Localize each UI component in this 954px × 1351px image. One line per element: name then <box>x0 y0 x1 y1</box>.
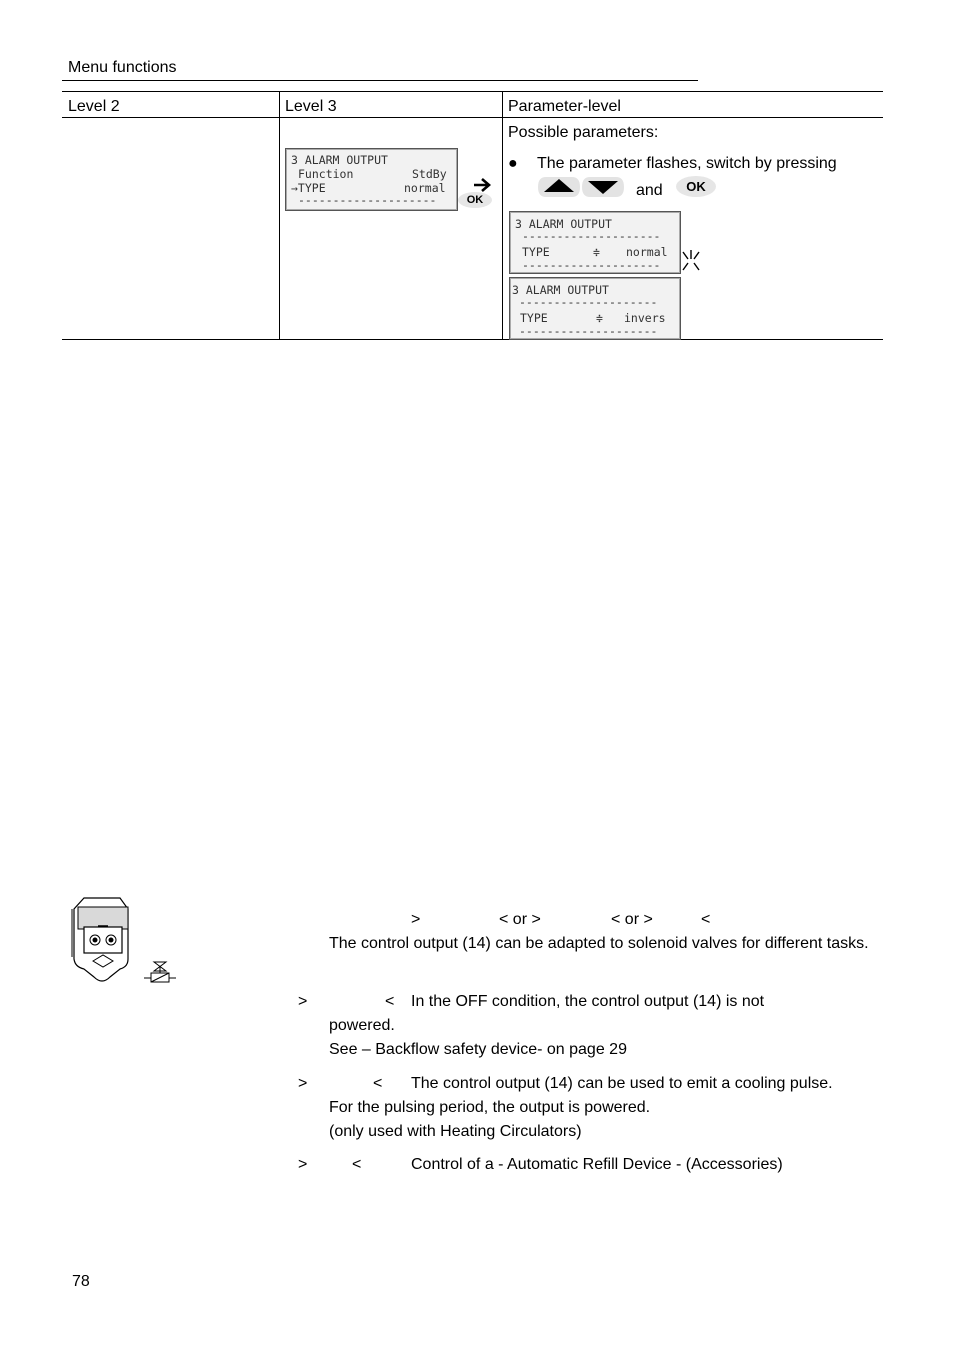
item2-line3: (only used with Heating Circulators) <box>329 1123 582 1140</box>
page-number: 78 <box>72 1273 90 1290</box>
section-title: Menu functions <box>68 59 177 76</box>
option-marker-4: < <box>701 911 711 928</box>
option-marker-1: > <box>411 911 421 928</box>
ok-button-icon: OK <box>458 192 492 208</box>
table-header-rule <box>62 117 883 118</box>
lcd-a-dash-bottom: -------------------- <box>522 258 661 272</box>
item3-open-marker: > <box>298 1156 308 1173</box>
ok-key-icon: OK <box>676 176 716 197</box>
solenoid-valve-connector-icon <box>70 895 185 990</box>
lcd-a-type-label: TYPE <box>522 245 550 259</box>
lcd-a-type-value: normal <box>626 245 668 259</box>
parameter-lcd-invers <box>509 277 681 340</box>
lcd-b-updown-icon: ≑ <box>596 311 603 325</box>
col-header-level3: Level 3 <box>285 98 337 115</box>
item1-text: In the OFF condition, the control output (14) is not powered. <box>329 993 765 1034</box>
item2-text: The control output (14) can be used to emit a cooling pulse. <box>411 1075 833 1092</box>
table-col-divider-2 <box>502 91 503 340</box>
item1-reference: See – Backflow safety device- on page 29 <box>329 1041 627 1058</box>
item2-line2: For the pulsing period, the output is powered. <box>329 1099 651 1116</box>
and-text: and <box>636 182 663 199</box>
item2-open-marker: > <box>298 1075 308 1092</box>
level3-lcd-display <box>285 148 458 211</box>
item1-open-marker: > <box>298 993 308 1010</box>
intro-text: The control output (14) can be adapted to solenoid valves for different tasks. <box>329 935 869 952</box>
item2-close-marker: < <box>373 1075 383 1092</box>
lcd-b-type-label: TYPE <box>520 311 548 325</box>
bullet-text: The parameter flashes, switch by pressing <box>537 155 837 172</box>
table-top-rule <box>62 91 883 92</box>
flashing-icon <box>680 250 702 272</box>
col-header-parameter-level: Parameter-level <box>508 98 621 115</box>
lcd-line-title: 3 ALARM OUTPUT <box>291 153 388 167</box>
header-rule <box>62 80 698 81</box>
table-col-divider-1 <box>279 91 280 340</box>
item3-close-marker: < <box>352 1156 362 1173</box>
lcd-b-dash-bottom: -------------------- <box>519 324 658 338</box>
parameter-lcd-normal <box>509 211 681 274</box>
lcd-function-value: StdBy <box>412 167 447 181</box>
lcd-b-dash-top: -------------------- <box>519 295 658 309</box>
lcd-b-title: 3 ALARM OUTPUT <box>512 283 609 297</box>
lcd-dash-line: -------------------- <box>298 193 437 207</box>
lcd-type-label: →TYPE <box>291 181 326 195</box>
possible-parameters-label: Possible parameters: <box>508 124 659 141</box>
col-header-level2: Level 2 <box>68 98 120 115</box>
item3-text: Control of a - Automatic Refill Device - (Accessories) <box>411 1156 783 1173</box>
lcd-function-label: Function <box>298 167 354 181</box>
table-bottom-rule <box>62 339 883 340</box>
bullet-icon: ● <box>508 155 518 172</box>
option-marker-2: < or > <box>499 911 541 928</box>
item1-close-marker: < <box>385 993 395 1010</box>
arrow-keys-icon <box>536 175 624 199</box>
lcd-a-title: 3 ALARM OUTPUT <box>515 217 612 231</box>
lcd-a-dash-top: -------------------- <box>522 229 661 243</box>
lcd-b-type-value: invers <box>624 311 666 325</box>
lcd-type-value: normal <box>404 181 446 195</box>
option-marker-3: < or > <box>611 911 653 928</box>
lcd-a-updown-icon: ≑ <box>593 245 600 259</box>
